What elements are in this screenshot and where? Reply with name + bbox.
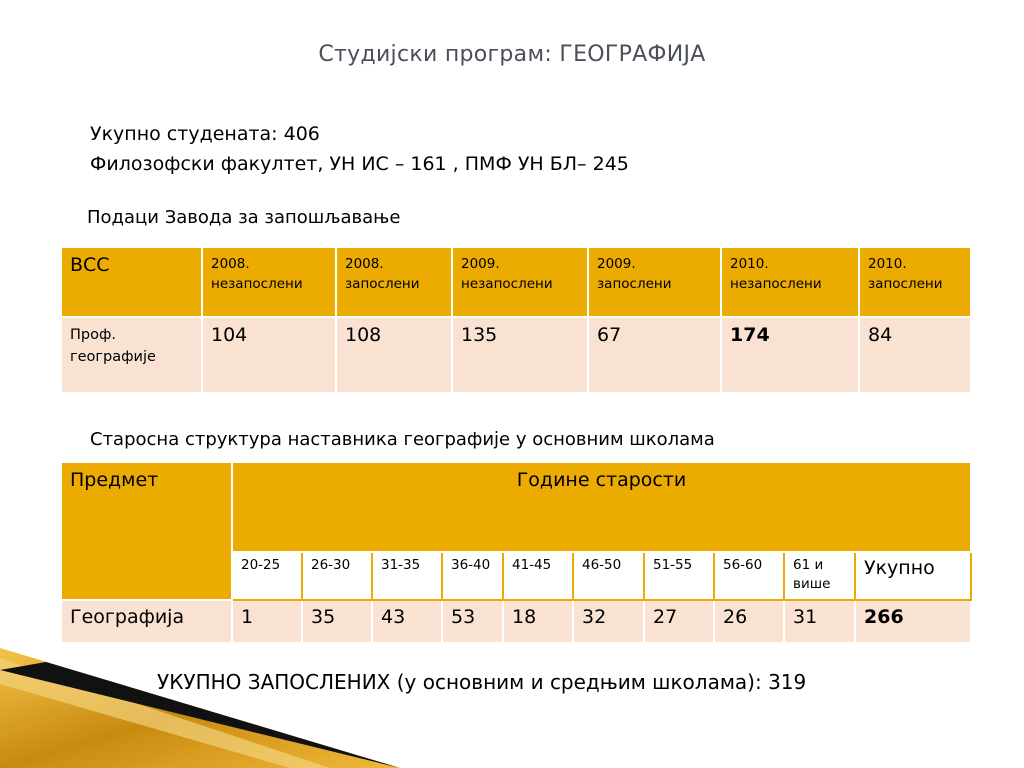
age-group-cell: 31-35	[372, 552, 442, 600]
header-2008-unemployed: 2008. незапослени	[202, 247, 336, 317]
age-value-cell: 53	[442, 600, 503, 643]
value-2008-employed: 108	[336, 317, 452, 393]
age-value-cell: 26	[714, 600, 784, 643]
subject-name: Географија	[61, 600, 232, 643]
age-value-cell: 32	[573, 600, 644, 643]
total-students: Укупно студената: 406	[90, 123, 320, 145]
header-2008-employed: 2008. запослени	[336, 247, 452, 317]
header-subject: Предмет	[61, 462, 232, 600]
employment-caption: Подаци Завода за запошљавање	[87, 207, 401, 228]
age-value-cell: 31	[784, 600, 855, 643]
header-age: Године старости	[232, 462, 971, 552]
faculty-breakdown: Филозофски факултет, УН ИС – 161 , ПМФ УН БЛ– 245	[90, 153, 629, 175]
header-2009-unemployed: 2009. незапослени	[452, 247, 588, 317]
header-2010-employed: 2010. запослени	[859, 247, 971, 317]
age-group-cell: 36-40	[442, 552, 503, 600]
age-value-cell: 35	[302, 600, 372, 643]
page-title: Студијски програм: ГЕОГРАФИЈА	[318, 42, 706, 67]
row-label: Проф. географије	[61, 317, 202, 393]
value-2009-unemployed: 135	[452, 317, 588, 393]
age-group-cell: 20-25	[232, 552, 302, 600]
age-structure-caption: Старосна структура наставника географије у основним школама	[90, 429, 715, 450]
student-info	[90, 119, 629, 179]
header-2009-employed: 2009. запослени	[588, 247, 721, 317]
header-vss: ВСС	[61, 247, 202, 317]
age-group-total: Укупно	[855, 552, 971, 600]
age-group-cell: 51-55	[644, 552, 714, 600]
age-value-total: 266	[855, 600, 971, 643]
gold-wedge	[0, 648, 400, 768]
age-group-cell: 41-45	[503, 552, 573, 600]
age-value-cell: 1	[232, 600, 302, 643]
age-group-cell: 46-50	[573, 552, 644, 600]
value-2008-unemployed: 104	[202, 317, 336, 393]
age-value-cell: 18	[503, 600, 573, 643]
age-value-cell: 43	[372, 600, 442, 643]
age-group-cell: 56-60	[714, 552, 784, 600]
age-value-cell: 27	[644, 600, 714, 643]
value-2009-employed: 67	[588, 317, 721, 393]
total-employed: УКУПНО ЗАПОСЛЕНИХ (у основним и средњим школама): 319	[157, 670, 807, 694]
employment-table	[60, 246, 972, 394]
age-group-cell: 26-30	[302, 552, 372, 600]
age-group-cell: 61 и више	[784, 552, 855, 600]
header-2010-unemployed: 2010. незапослени	[721, 247, 859, 317]
value-2010-employed: 84	[859, 317, 971, 393]
value-2010-unemployed: 174	[721, 317, 859, 393]
